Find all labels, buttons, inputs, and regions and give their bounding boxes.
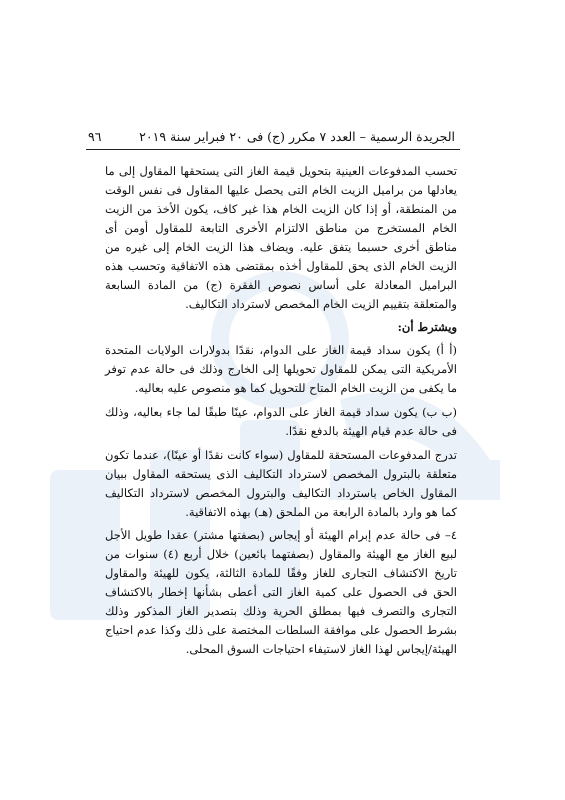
conditions-heading: ويشترط أن: xyxy=(397,320,457,334)
page-header xyxy=(88,128,455,146)
document-body xyxy=(105,162,457,664)
page-number: ٩٦ xyxy=(88,129,102,144)
clause-4: ٤– فى حالة عدم إبرام الهيئة أو إيجاس (بصفتها مشتر) عقدا طويل الأجل لبيع الغاز مع الهيئة والمقاول (بصفتهما بائعين) خلال أربع (٤) سنوات من تاريخ الاكتشاف التجارى للغاز وفقًا للمادة الثالثة، يكون للهيئة والمقاول الحق فى الحصول على كمية الغاز التى أعطى بشأنها إخطار بالاكتشاف التجارى والتصرف فيها بمطلق الحرية وذلك بتصدير الغاز المذكور وذلك بشرط الحصول على موافقة السلطات المختصة على ذلك وكذا عدم احتياج الهيئة/إيجاس لهذا الغاز لاستيفاء احتياجات السوق المحلى. xyxy=(105,528,458,656)
journal-line: الجريدة الرسمية – العدد ٧ مكرر (ج) فى ٢٠ فبراير سنة ٢٠١٩ xyxy=(139,129,455,144)
condition-b: (ب ب) يكون سداد قيمة الغاز على الدوام، عينًا طبقًا لما جاء بعاليه، وذلك فى حالة عدم قيام الهيئة بالدفع نقدًا. xyxy=(105,405,457,438)
payments-paragraph: تدرج المدفوعات المستحقة للمقاول (سواء كانت نقدًا أو عينًا)، عندما تكون متعلقة بالبترول المخصص لاسترداد التكاليف الذى يستحقه المقاول ببيان المقاول الخاص باسترداد التكاليف والبترول المخصص لاسترداد التكاليف كما هو وارد بالمادة الرابعة من الملحق (هـ) بهذه الاتفاقية. xyxy=(105,448,457,519)
condition-a: (أ أ) يكون سداد قيمة الغاز على الدوام، نقدًا بدولارات الولايات المتحدة الأمريكية التى يمكن للمقاول تحويلها إلى الخارج وذلك فى حالة عدم توفر ما يكفى من الزيت الخام المتاح للتحويل كما هو منصوص عليه بعاليه. xyxy=(105,343,457,395)
intro-paragraph: تحسب المدفوعات العينية بتحويل قيمة الغاز التى يستحقها المقاول إلى ما يعادلها من براميل الزيت الخام التى يحصل عليها المقاول فى نفس الوقت من المنطقة، أو إذا كان الزيت الخام هذا غير كاف، يكون الأخذ من الزيت الخام المستخرج من مناطق الالتزام الأخرى التابعة للمقاول أومن أى مناطق أخرى حسبما يتفق عليه. ويضاف هذا الزيت الخام إلى غيره من الزيت الخام الذى يحق للمقاول أخذه بمقتضى هذه الاتفاقية وتحسب هذه البراميل المعادلة على أساس نصوص الفقرة (ج) من المادة السابعة والمتعلقة بتقييم الزيت الخام المخصص لاسترداد التكاليف. xyxy=(105,164,457,311)
header-divider xyxy=(86,149,460,150)
